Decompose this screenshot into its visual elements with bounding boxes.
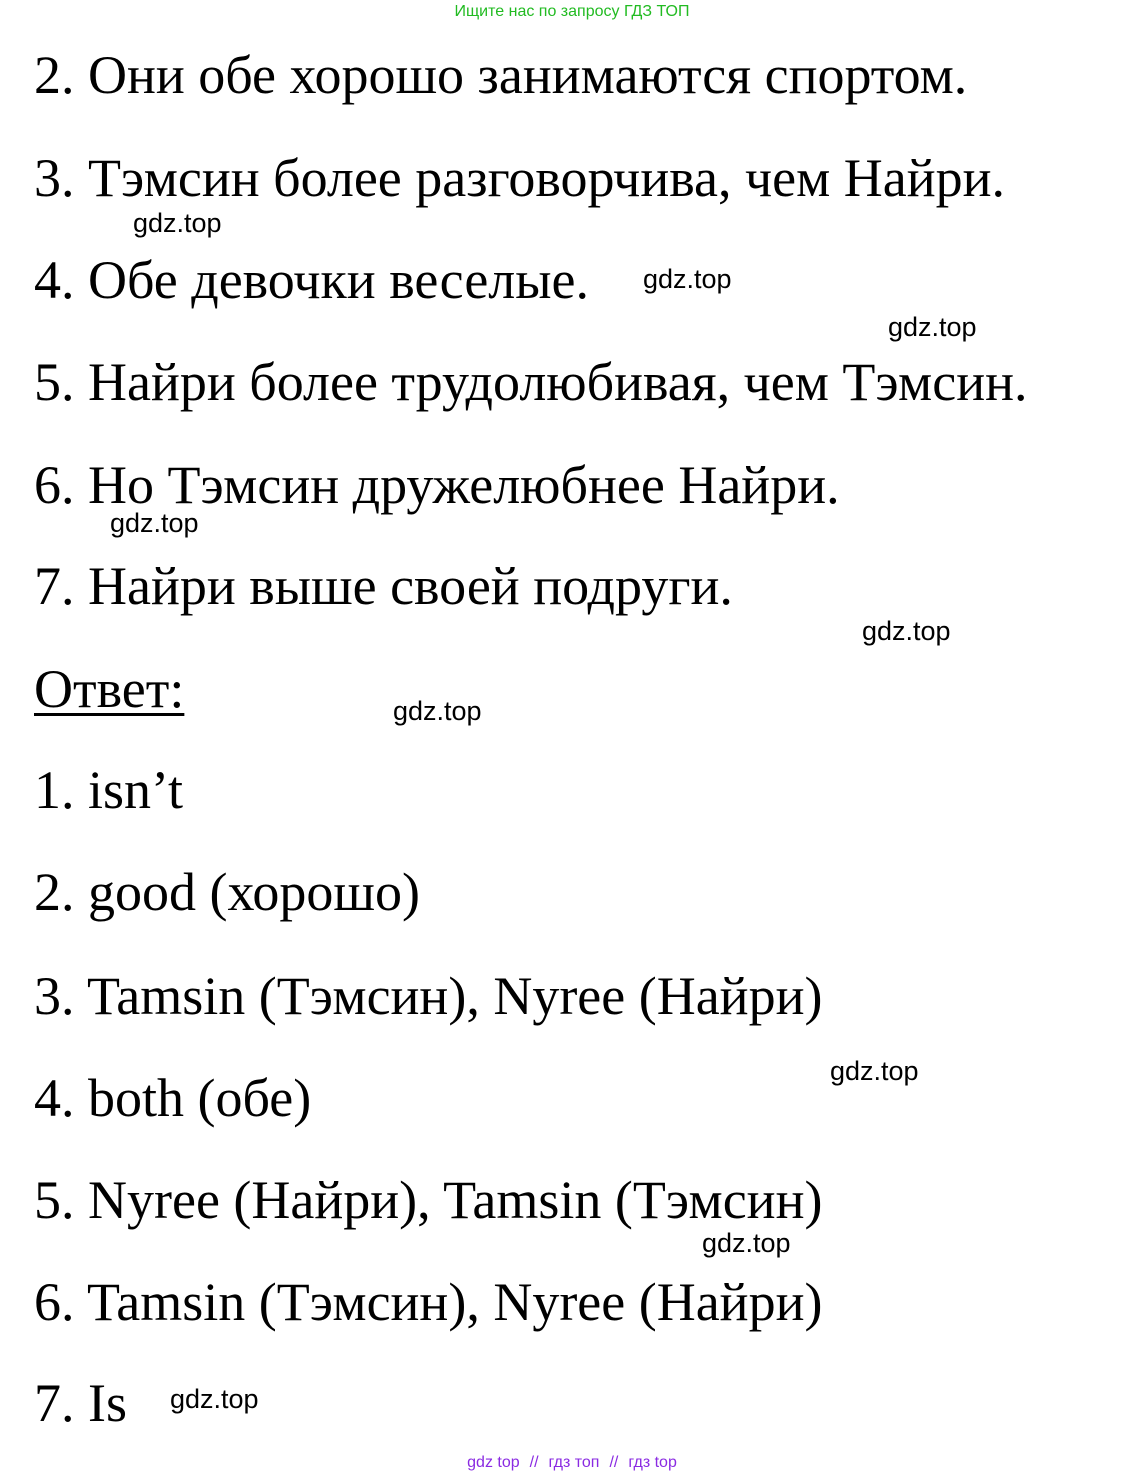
watermark: gdz.top: [643, 264, 732, 294]
answer-line-6: 6. Tamsin (Тэмсин), Nyree (Найри): [34, 1272, 823, 1332]
answer-line-7: 7. Is: [34, 1373, 127, 1433]
translation-line-4: 4. Обе девочки веселые.: [34, 250, 589, 310]
translation-line-6: 6. Но Тэмсин дружелюбнее Найри.: [34, 455, 840, 515]
watermark: gdz.top: [862, 616, 951, 646]
translation-line-2: 2. Они обе хорошо занимаются спортом.: [34, 45, 968, 105]
footer-item: gdz top: [467, 1454, 520, 1471]
translation-line-5: 5. Найри более трудолюбивая, чем Тэмсин.: [34, 352, 1028, 412]
watermark: gdz.top: [888, 312, 977, 342]
footer-item: гдз топ: [548, 1454, 600, 1471]
watermark: gdz.top: [702, 1228, 791, 1258]
translation-line-7: 7. Найри выше своей подруги.: [34, 556, 733, 616]
watermark: gdz.top: [393, 696, 482, 726]
watermark: gdz.top: [133, 208, 222, 238]
footer-separator: //: [529, 1454, 539, 1471]
translation-line-3: 3. Тэмсин более разговорчива, чем Найри.: [34, 148, 1006, 208]
footer-item: гдз top: [628, 1454, 677, 1471]
answer-line-1: 1. isn’t: [34, 760, 184, 820]
watermark: gdz.top: [110, 508, 199, 538]
watermark: gdz.top: [830, 1056, 919, 1086]
answer-line-4: 4. both (обе): [34, 1068, 312, 1128]
footer-separator: //: [609, 1454, 619, 1471]
answer-line-3: 3. Tamsin (Тэмсин), Nyree (Найри): [34, 966, 823, 1026]
answer-heading: Ответ:: [34, 659, 185, 719]
watermark: gdz.top: [170, 1384, 259, 1414]
footer: [0, 1453, 1144, 1473]
answer-line-5: 5. Nyree (Найри), Tamsin (Тэмсин): [34, 1170, 823, 1230]
answer-line-2: 2. good (хорошо): [34, 862, 420, 922]
search-hint: Ищите нас по запросу ГДЗ ТОП: [454, 3, 690, 20]
